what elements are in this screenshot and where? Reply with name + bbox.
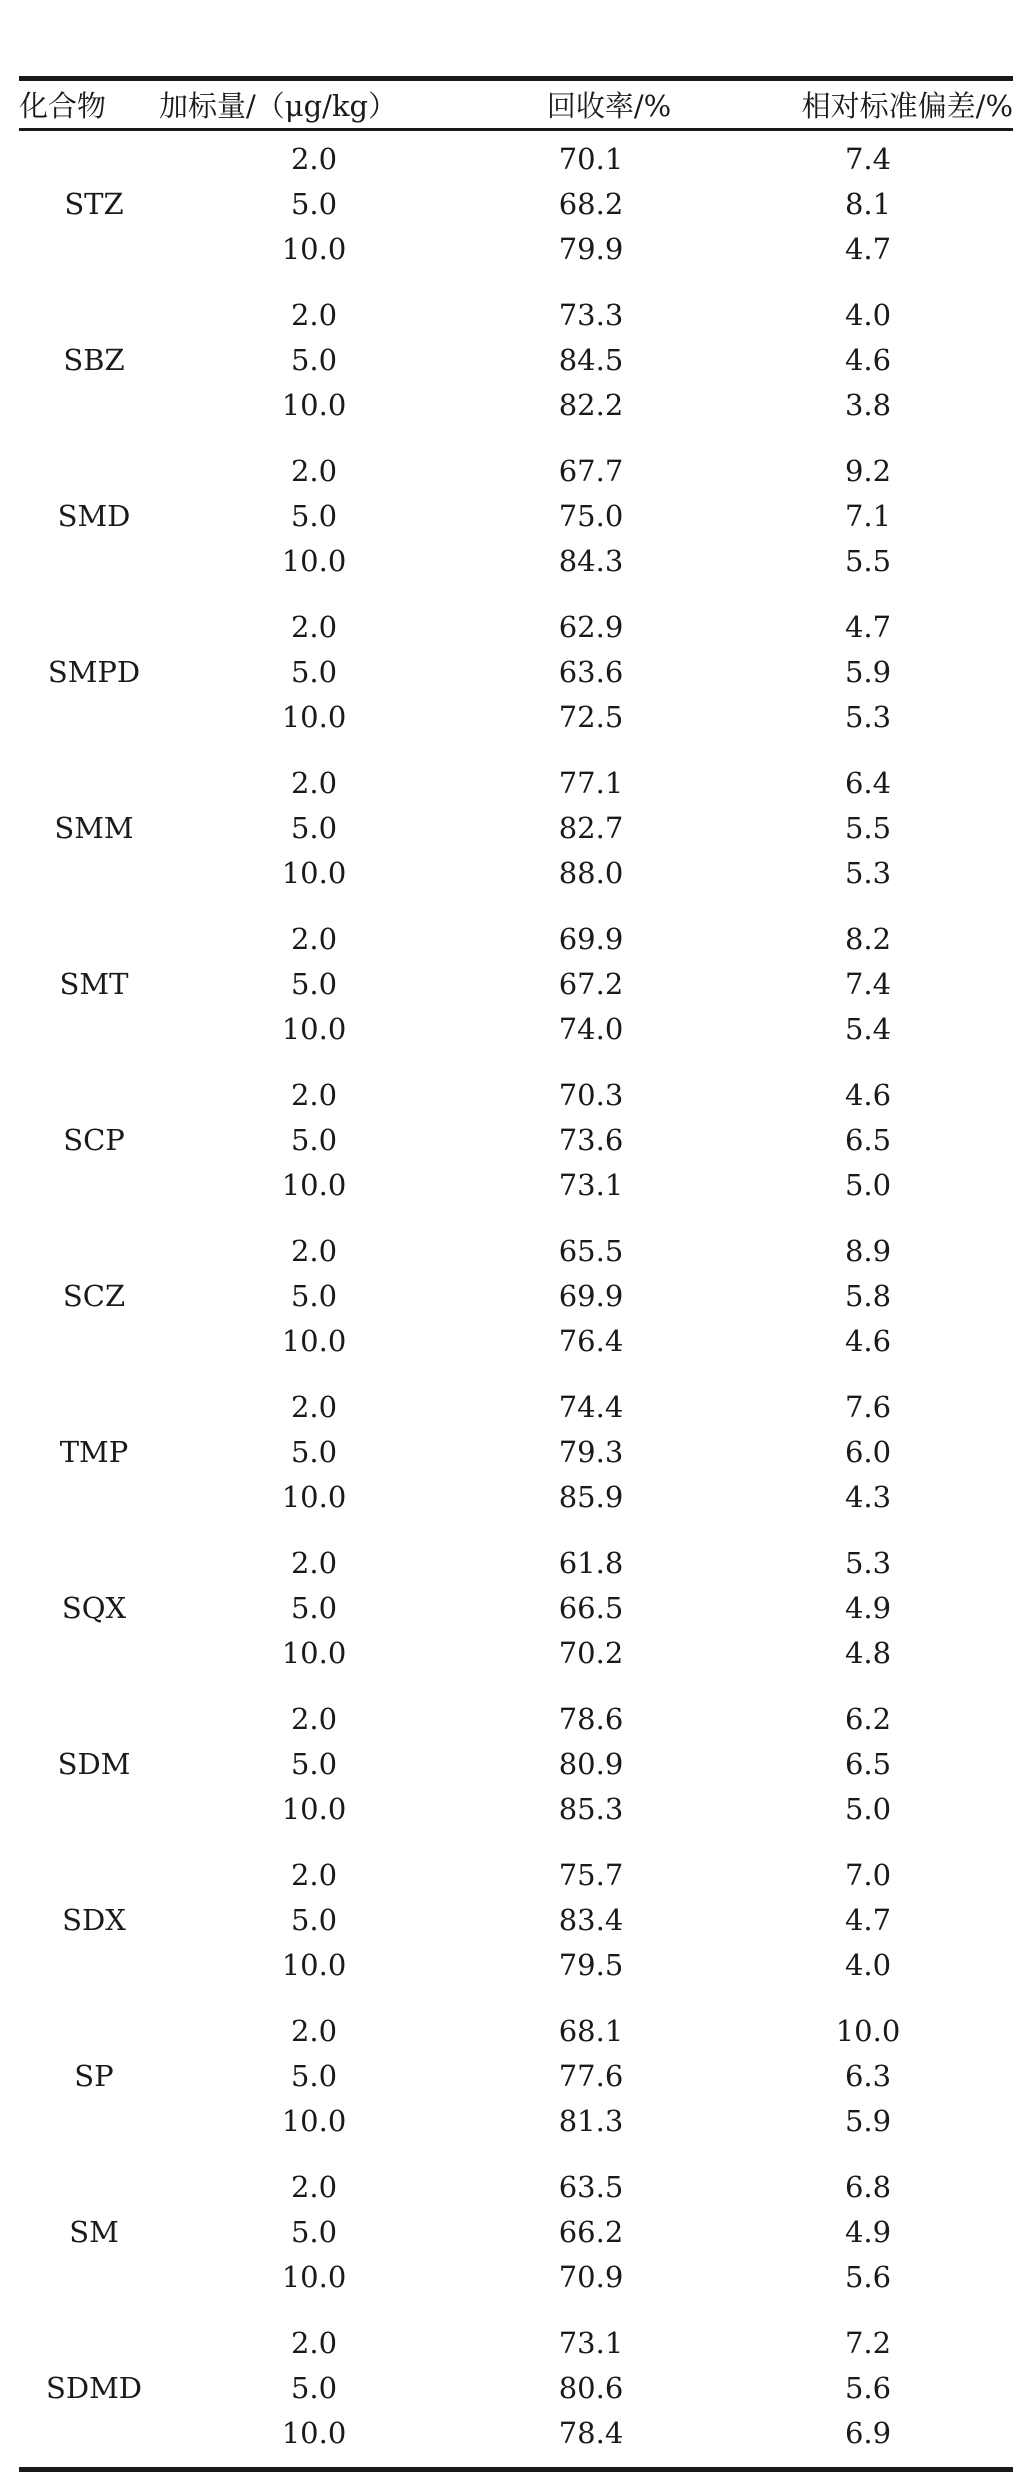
rsd-cell: 6.5: [844, 1747, 892, 1781]
recovery-column: [459, 917, 723, 1051]
recovery-cell: 73.1: [558, 1168, 624, 1202]
recovery-cell: 68.1: [558, 2014, 624, 2048]
spike-level-column: [169, 917, 459, 1051]
compound-group: [19, 917, 1013, 1051]
recovery-cell: 79.9: [558, 232, 624, 266]
rsd-cell: 4.3: [844, 1480, 892, 1514]
compound-group: [19, 761, 1013, 895]
recovery-cell: 65.5: [558, 1234, 624, 1268]
rsd-cell: 4.9: [844, 2215, 892, 2249]
compound-name: SP: [74, 2059, 114, 2093]
recovery-cell: 75.7: [558, 1858, 624, 1892]
rsd-cell: 4.9: [844, 1591, 892, 1625]
compound-name: SDMD: [45, 2371, 143, 2405]
rsd-column: [723, 1229, 1013, 1363]
recovery-column: [459, 2009, 723, 2143]
compound-group: [19, 1229, 1013, 1363]
spike-level-cell: 10.0: [281, 1012, 347, 1046]
spike-level-cell: 2.0: [290, 1078, 338, 1112]
rsd-column: [723, 2321, 1013, 2455]
rsd-cell: 6.5: [844, 1123, 892, 1157]
rsd-column: [723, 2165, 1013, 2299]
rsd-column: [723, 293, 1013, 427]
rsd-column: [723, 1385, 1013, 1519]
recovery-cell: 67.7: [558, 454, 624, 488]
rsd-cell: 5.5: [844, 811, 892, 845]
spike-level-cell: 10.0: [281, 1324, 347, 1358]
spike-level-cell: 5.0: [290, 1435, 338, 1469]
recovery-column: [459, 137, 723, 271]
rsd-cell: 5.5: [844, 544, 892, 578]
rsd-cell: 7.2: [844, 2326, 892, 2360]
spike-level-cell: 5.0: [290, 2215, 338, 2249]
spike-level-cell: 2.0: [290, 454, 338, 488]
rsd-cell: 10.0: [835, 2014, 901, 2048]
recovery-cell: 85.9: [558, 1480, 624, 1514]
compound-group: [19, 605, 1013, 739]
compound-name: SCP: [63, 1123, 125, 1157]
rsd-cell: 8.9: [844, 1234, 892, 1268]
spike-level-cell: 2.0: [290, 2014, 338, 2048]
spike-level-cell: 2.0: [290, 1234, 338, 1268]
spike-level-cell: 2.0: [290, 922, 338, 956]
spike-level-cell: 10.0: [281, 856, 347, 890]
spike-level-column: [169, 1853, 459, 1987]
compound-group: [19, 449, 1013, 583]
spike-level-column: [169, 1073, 459, 1207]
spike-level-cell: 5.0: [290, 1591, 338, 1625]
recovery-column: [459, 1073, 723, 1207]
rsd-cell: 5.0: [844, 1168, 892, 1202]
rsd-cell: 6.4: [844, 766, 892, 800]
compound-group: [19, 137, 1013, 271]
header-rsd: 相对标准偏差/%: [801, 89, 1013, 123]
rsd-cell: 5.9: [844, 2104, 892, 2138]
rsd-cell: 7.0: [844, 1858, 892, 1892]
spike-level-cell: 5.0: [290, 1123, 338, 1157]
recovery-cell: 67.2: [558, 967, 624, 1001]
recovery-column: [459, 1385, 723, 1519]
rsd-cell: 7.1: [844, 499, 892, 533]
table-bottom-rule: [19, 2467, 1013, 2472]
recovery-cell: 83.4: [558, 1903, 624, 1937]
spike-level-cell: 5.0: [290, 1747, 338, 1781]
recovery-cell: 79.3: [558, 1435, 624, 1469]
spike-level-column: [169, 2321, 459, 2455]
spike-level-cell: 2.0: [290, 298, 338, 332]
spike-level-cell: 2.0: [290, 142, 338, 176]
rsd-cell: 8.2: [844, 922, 892, 956]
spike-level-cell: 10.0: [281, 1168, 347, 1202]
header-compound: 化合物: [19, 89, 107, 123]
spike-level-cell: 10.0: [281, 232, 347, 266]
spike-level-column: [169, 2165, 459, 2299]
rsd-cell: 6.0: [844, 1435, 892, 1469]
spike-level-cell: 5.0: [290, 187, 338, 221]
rsd-cell: 4.0: [844, 1948, 892, 1982]
recovery-column: [459, 2321, 723, 2455]
recovery-column: [459, 761, 723, 895]
spike-level-cell: 5.0: [290, 2059, 338, 2093]
recovery-column: [459, 2165, 723, 2299]
compound-name: SDM: [57, 1747, 131, 1781]
spike-level-cell: 5.0: [290, 1903, 338, 1937]
spike-level-cell: 10.0: [281, 700, 347, 734]
recovery-cell: 69.9: [558, 1279, 624, 1313]
spike-level-column: [169, 605, 459, 739]
spike-level-cell: 2.0: [290, 2326, 338, 2360]
recovery-cell: 84.3: [558, 544, 624, 578]
spike-level-cell: 2.0: [290, 1702, 338, 1736]
spike-level-column: [169, 293, 459, 427]
rsd-cell: 9.2: [844, 454, 892, 488]
rsd-column: [723, 605, 1013, 739]
recovery-column: [459, 449, 723, 583]
spike-level-cell: 2.0: [290, 610, 338, 644]
spike-level-column: [169, 1385, 459, 1519]
rsd-column: [723, 917, 1013, 1051]
spike-level-column: [169, 1541, 459, 1675]
compound-name: SM: [69, 2215, 119, 2249]
recovery-cell: 77.1: [558, 766, 624, 800]
spike-level-cell: 5.0: [290, 343, 338, 377]
compound-name: TMP: [59, 1435, 129, 1469]
recovery-cell: 80.9: [558, 1747, 624, 1781]
spike-level-cell: 10.0: [281, 1792, 347, 1826]
rsd-cell: 5.6: [844, 2371, 892, 2405]
spike-level-cell: 2.0: [290, 2170, 338, 2204]
spike-level-cell: 5.0: [290, 499, 338, 533]
rsd-cell: 7.4: [844, 142, 892, 176]
rsd-column: [723, 137, 1013, 271]
recovery-cell: 74.4: [558, 1390, 624, 1424]
header-recovery: 回收率/%: [546, 89, 672, 123]
rsd-cell: 4.6: [844, 1324, 892, 1358]
compound-name: SMD: [57, 499, 131, 533]
recovery-cell: 73.3: [558, 298, 624, 332]
recovery-cell: 81.3: [558, 2104, 624, 2138]
rsd-column: [723, 1697, 1013, 1831]
recovery-cell: 73.1: [558, 2326, 624, 2360]
spike-level-column: [169, 137, 459, 271]
recovery-cell: 78.4: [558, 2416, 624, 2450]
recovery-cell: 66.5: [558, 1591, 624, 1625]
table-header-row: [19, 81, 1013, 128]
spike-level-cell: 2.0: [290, 1390, 338, 1424]
recovery-cell: 73.6: [558, 1123, 624, 1157]
spike-level-column: [169, 449, 459, 583]
recovery-cell: 70.3: [558, 1078, 624, 1112]
compound-name: SDX: [62, 1903, 126, 1937]
table-body: [19, 131, 1013, 2467]
spike-level-cell: 10.0: [281, 388, 347, 422]
rsd-cell: 5.3: [844, 700, 892, 734]
spike-level-cell: 10.0: [281, 1948, 347, 1982]
rsd-cell: 5.4: [844, 1012, 892, 1046]
rsd-cell: 7.6: [844, 1390, 892, 1424]
compound-name: SMM: [54, 811, 134, 845]
spike-level-cell: 10.0: [281, 1480, 347, 1514]
header-spike-level: 加标量/（μg/kg）: [159, 89, 398, 123]
rsd-column: [723, 449, 1013, 583]
compound-name: SMPD: [47, 655, 141, 689]
recovery-cell: 70.9: [558, 2260, 624, 2294]
rsd-cell: 4.7: [844, 1903, 892, 1937]
recovery-cell: 76.4: [558, 1324, 624, 1358]
rsd-cell: 4.0: [844, 298, 892, 332]
recovery-cell: 80.6: [558, 2371, 624, 2405]
spike-level-cell: 10.0: [281, 2416, 347, 2450]
spike-level-column: [169, 1229, 459, 1363]
recovery-cell: 78.6: [558, 1702, 624, 1736]
compound-group: [19, 1073, 1013, 1207]
recovery-cell: 69.9: [558, 922, 624, 956]
rsd-column: [723, 1541, 1013, 1675]
compound-name: SMT: [59, 967, 129, 1001]
recovery-cell: 68.2: [558, 187, 624, 221]
rsd-cell: 6.8: [844, 2170, 892, 2204]
recovery-cell: 85.3: [558, 1792, 624, 1826]
rsd-cell: 5.6: [844, 2260, 892, 2294]
rsd-cell: 4.6: [844, 1078, 892, 1112]
compound-name: SCZ: [62, 1279, 126, 1313]
spike-level-cell: 2.0: [290, 1546, 338, 1580]
rsd-cell: 5.0: [844, 1792, 892, 1826]
recovery-cell: 63.5: [558, 2170, 624, 2204]
rsd-cell: 5.8: [844, 1279, 892, 1313]
rsd-cell: 3.8: [844, 388, 892, 422]
compound-group: [19, 2009, 1013, 2143]
rsd-cell: 4.7: [844, 232, 892, 266]
rsd-cell: 6.2: [844, 1702, 892, 1736]
compound-group: [19, 2165, 1013, 2299]
recovery-cell: 82.2: [558, 388, 624, 422]
spike-level-cell: 5.0: [290, 1279, 338, 1313]
compound-name: SQX: [61, 1591, 127, 1625]
rsd-cell: 6.3: [844, 2059, 892, 2093]
rsd-cell: 6.9: [844, 2416, 892, 2450]
compound-group: [19, 2321, 1013, 2455]
spike-level-cell: 2.0: [290, 1858, 338, 1892]
recovery-cell: 70.2: [558, 1636, 624, 1670]
recovery-cell: 70.1: [558, 142, 624, 176]
recovery-column: [459, 1229, 723, 1363]
spike-level-cell: 5.0: [290, 2371, 338, 2405]
compound-group: [19, 1385, 1013, 1519]
rsd-column: [723, 1073, 1013, 1207]
spike-level-cell: 10.0: [281, 2104, 347, 2138]
compound-group: [19, 1697, 1013, 1831]
rsd-cell: 5.9: [844, 655, 892, 689]
spike-level-cell: 10.0: [281, 2260, 347, 2294]
recovery-cell: 61.8: [558, 1546, 624, 1580]
compound-name: STZ: [64, 187, 124, 221]
spike-level-cell: 5.0: [290, 655, 338, 689]
compound-group: [19, 1853, 1013, 1987]
recovery-cell: 84.5: [558, 343, 624, 377]
rsd-column: [723, 2009, 1013, 2143]
compound-group: [19, 293, 1013, 427]
rsd-cell: 4.7: [844, 610, 892, 644]
compound-group: [19, 1541, 1013, 1675]
spike-level-cell: 5.0: [290, 967, 338, 1001]
rsd-cell: 5.3: [844, 856, 892, 890]
recovery-column: [459, 293, 723, 427]
spike-level-cell: 5.0: [290, 811, 338, 845]
rsd-cell: 4.8: [844, 1636, 892, 1670]
spike-level-cell: 10.0: [281, 544, 347, 578]
recovery-cell: 63.6: [558, 655, 624, 689]
recovery-table: [19, 76, 1013, 2472]
recovery-column: [459, 1541, 723, 1675]
spike-level-cell: 2.0: [290, 766, 338, 800]
rsd-cell: 5.3: [844, 1546, 892, 1580]
recovery-cell: 62.9: [558, 610, 624, 644]
recovery-cell: 66.2: [558, 2215, 624, 2249]
recovery-cell: 82.7: [558, 811, 624, 845]
rsd-column: [723, 1853, 1013, 1987]
rsd-column: [723, 761, 1013, 895]
recovery-cell: 77.6: [558, 2059, 624, 2093]
recovery-cell: 88.0: [558, 856, 624, 890]
rsd-cell: 8.1: [844, 187, 892, 221]
spike-level-cell: 10.0: [281, 1636, 347, 1670]
recovery-cell: 75.0: [558, 499, 624, 533]
recovery-cell: 72.5: [558, 700, 624, 734]
recovery-column: [459, 1853, 723, 1987]
rsd-cell: 7.4: [844, 967, 892, 1001]
rsd-cell: 4.6: [844, 343, 892, 377]
recovery-column: [459, 1697, 723, 1831]
compound-name: SBZ: [63, 343, 125, 377]
recovery-cell: 79.5: [558, 1948, 624, 1982]
spike-level-column: [169, 761, 459, 895]
recovery-cell: 74.0: [558, 1012, 624, 1046]
spike-level-column: [169, 1697, 459, 1831]
recovery-column: [459, 605, 723, 739]
spike-level-column: [169, 2009, 459, 2143]
